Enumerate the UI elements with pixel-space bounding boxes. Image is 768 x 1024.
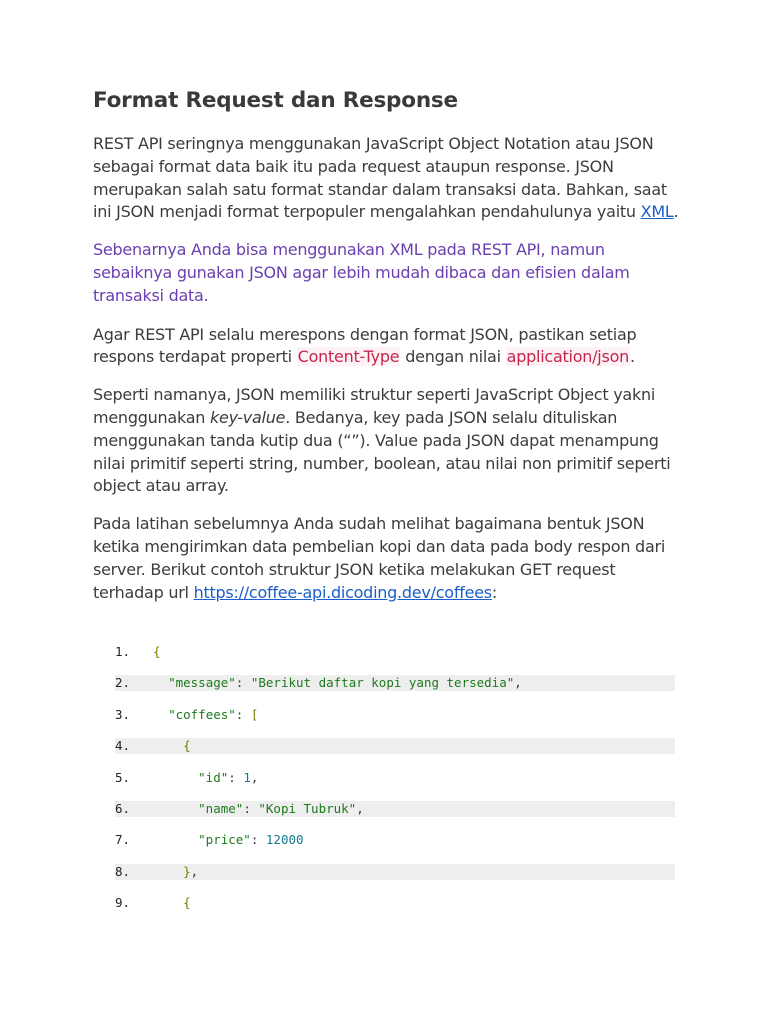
code-token: : [250,832,266,848]
line-number: 6. [115,800,131,816]
paragraph-intro [93,133,683,224]
code-text [153,675,522,691]
code-token: "Kopi Tubruk" [258,800,357,816]
code-token: , [250,769,259,785]
code-token: , [356,800,364,816]
code-line [115,675,675,691]
code-line [115,770,675,786]
article-content [93,88,683,619]
line-number: 7. [115,832,131,848]
paragraph-intro-end: . [673,202,679,222]
inline-code-application-json: application/json [506,347,629,367]
code-token [153,801,198,816]
paragraph-json-structure [93,384,683,498]
paragraph-content-type [93,324,683,370]
code-token [153,675,168,690]
code-token: "message" [168,675,236,691]
line-number: 1. [115,644,131,659]
code-token [153,770,198,785]
line-number: 8. [115,863,131,879]
paragraph-content-type-b: dengan nilai [400,347,506,367]
code-text [153,707,258,723]
xml-link[interactable]: XML [640,202,674,222]
line-number: 2. [115,675,131,691]
code-token: , [514,675,522,691]
code-token: { [183,895,191,911]
code-token: "Berikut daftar kopi yang tersedia" [250,675,515,691]
code-text [153,801,364,817]
code-line [115,644,675,660]
line-number: 3. [115,706,131,722]
code-token: { [183,738,191,754]
code-text [153,895,191,911]
code-token: "id" [198,769,229,785]
code-token: , [190,863,199,879]
code-text [153,738,191,754]
code-line [115,801,675,817]
paragraph-json-structure-b: . Bedanya, key pada JSON selalu dituliskan menggunakan tanda kutip dua (“”). Value pada JSON dapat menampung nilai primitif seperti string, number, boolean, atau nilai non primitif seperti object atau array. [93,407,671,496]
code-text [153,770,258,786]
line-number: 5. [115,769,131,785]
code-block [115,644,675,927]
code-token: : [228,769,244,785]
code-token: } [183,863,191,879]
paragraph-intro-text: REST API seringnya menggunakan JavaScript Object Notation atau JSON sebagai format data baik itu pada request ataupun response. JSON merupakan salah satu format standar dalam transaksi data. Bahkan, saat ini JSON menjadi format terpopuler mengalahkan pendahulunya yaitu [93,134,667,222]
section-heading: Format Request dan Response [93,88,458,113]
code-line [115,864,675,880]
inline-code-content-type: Content-Type [297,347,400,367]
code-token: 12000 [265,832,304,848]
code-line [115,832,675,848]
line-number: 4. [115,738,131,754]
callout-note: Sebenarnya Anda bisa menggunakan XML pada REST API, namun sebaiknya gunakan JSON agar lebih mudah dibaca dan efisien dalam transaksi data. [93,240,630,305]
code-token: [ [250,706,259,722]
code-token: 1 [243,769,251,785]
paragraph-example-end: : [491,582,498,602]
code-token [153,864,183,879]
paragraph-example-a: Pada latihan sebelumnya Anda sudah melihat bagaimana bentuk JSON ketika mengirimkan data pembelian kopi dan data pada body respon dari server. Berikut contoh struktur JSON ketika melakukan GET request terhadap url [93,514,666,602]
code-token: "price" [198,832,251,848]
paragraph-content-type-c: . [630,347,635,367]
emphasis-key-value: key-value [209,407,286,427]
code-token: : [243,800,259,816]
line-number: 9. [115,895,131,911]
code-line [115,738,675,754]
coffee-api-link[interactable]: https://coffee-api.dicoding.dev/coffees [193,582,492,602]
code-line [115,707,675,723]
code-line [115,895,675,911]
paragraph-example [93,513,683,604]
paragraph-content-type-a: Agar REST API selalu merespons dengan format JSON, pastikan setiap respons terdapat properti [93,324,637,367]
code-token: "name" [198,800,244,816]
code-text [153,864,198,880]
code-token [153,738,183,753]
code-token: "coffees" [168,706,236,722]
code-token [153,895,183,910]
code-token: : [235,675,251,691]
paragraph-json-structure-a: Seperti namanya, JSON memiliki struktur seperti JavaScript Object yakni menggunakan [93,385,656,427]
code-token: : [235,706,251,722]
code-text [153,644,161,660]
code-text [153,832,304,848]
code-token [153,707,168,722]
code-token [153,832,198,847]
code-token: { [153,644,161,659]
